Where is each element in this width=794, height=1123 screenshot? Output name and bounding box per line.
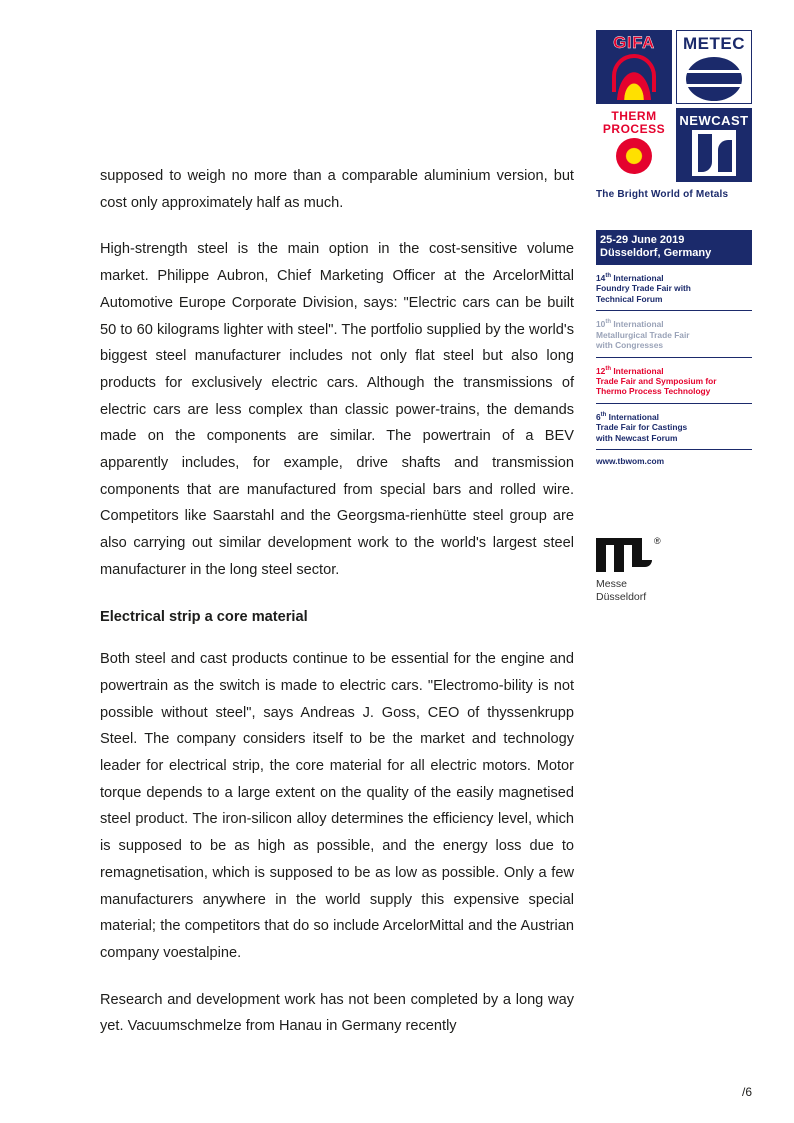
sidebar xyxy=(596,30,754,604)
fair-entry-metallurgical xyxy=(596,311,752,357)
paragraph: High-strength steel is the main option in the cost-sensitive volume market. Philippe Aubron, Chief Marketing Officer at the ArcelorMittal Automotive Europe Corporate Division, says: "Electric cars can be built 50 to 60 kilograms lighter with steel". The portfolio supplied by the world's biggest steel manufacturer includes not only flat steel but also long products for exclusively electric cars. Although the transmissions of electric cars are less complex than classic power-trains, the demands made on the components are similar. The powertrain of a BEV apparently includes, for example, drive shafts and transmission components that are manufactured from special bars and rolled wire. Competitors like Saarstahl and the Georgsma-rienhütte steel group are also carrying out similar development work to the world's largest steel manufacturer in the long steel sector. xyxy=(100,241,574,578)
fair-entry-thermoprocess xyxy=(596,358,752,404)
metec-logo-label: METEC xyxy=(683,34,745,53)
fair-title-line2: Trade Fair and Symposium for xyxy=(596,375,717,386)
thermprocess-logo-label-line2: PROCESS xyxy=(602,122,666,136)
newcast-shape-icon xyxy=(692,130,736,176)
gifa-logo xyxy=(596,30,672,104)
paragraph: supposed to weigh no more than a comparable aluminium version, but cost only approximately half as much. xyxy=(100,168,574,211)
messe-logo-mark-icon xyxy=(596,536,661,572)
fair-entry-castings xyxy=(596,404,752,450)
newcast-logo xyxy=(676,108,752,182)
messe-line2: Düsseldorf xyxy=(596,591,647,604)
fair-title-line2: Trade Fair for Castings xyxy=(596,422,688,433)
fair-title-line2: Metallurgical Trade Fair xyxy=(596,329,690,340)
trade-fair-logo-group xyxy=(596,30,752,182)
gifa-logo-label: GIFA xyxy=(613,33,655,52)
fair-entry-foundry xyxy=(596,265,752,311)
registered-trademark-icon: ® xyxy=(654,536,661,547)
event-website-link[interactable]: www.tbwom.com xyxy=(596,456,665,467)
fair-title-line3: Thermo Process Technology xyxy=(596,386,711,397)
fair-title-line1: 10th International xyxy=(596,319,664,330)
fair-title-line1: 12th International xyxy=(596,365,664,376)
metec-globe-icon xyxy=(686,57,742,101)
fair-title-line1: 14th International xyxy=(596,272,664,283)
paragraph: Both steel and cast products continue to be essential for the engine and powertrain as the switch is made to electric cars. "Electromo-bility is not possible without steel", says Andreas J. Goss, CEO of thyssenkrupp Steel. The company considers itself to be the market and technology leader for electrical strip, the core material for all electric motors. Motor torque depends to a large extent on the quality of the easily magnetised steel product. The iron-silicon alloy determines the efficiency level, which is supposed to be as high as possible, and the energy loss due to remagnetisation, which is supposed to be as low as possible. Only a few manufacturers anywhere in the world supply this expensive special material; the competitors that do so include ArcelorMittal and the Austrian company voestalpine. xyxy=(100,651,574,961)
event-date-line1: 25-29 June 2019 xyxy=(600,234,685,246)
thermprocess-logo xyxy=(596,108,672,182)
newcast-logo-label: NEWCAST xyxy=(679,113,749,128)
thermprocess-sun-icon xyxy=(616,138,652,174)
section-subheading: Electrical strip a core material xyxy=(100,608,308,625)
fair-title-line3: with Newcast Forum xyxy=(596,432,678,443)
event-location-line: Düsseldorf, Germany xyxy=(600,247,712,259)
gifa-arc-icon xyxy=(612,54,656,92)
event-info-block xyxy=(596,230,752,466)
fair-title-line1: 6th International xyxy=(596,411,659,422)
article-body xyxy=(100,163,574,1040)
messe-duesseldorf-logo xyxy=(596,538,752,604)
messe-logo-text xyxy=(596,578,752,604)
messe-line1: Messe xyxy=(596,578,627,591)
paragraph: Research and development work has not been completed by a long way yet. Vacuumschmelze from Hanau in Germany recently xyxy=(100,991,574,1035)
fair-title-line2: Foundry Trade Fair with xyxy=(596,283,691,294)
event-date-banner xyxy=(596,230,752,265)
page-number: /6 xyxy=(741,1085,752,1099)
metec-logo xyxy=(676,30,752,104)
fair-title-line3: Technical Forum xyxy=(596,293,663,304)
tagline: The Bright World of Metals xyxy=(596,189,729,200)
fair-title-line3: with Congresses xyxy=(596,340,664,351)
thermprocess-logo-label-line1: THERM xyxy=(611,109,657,123)
